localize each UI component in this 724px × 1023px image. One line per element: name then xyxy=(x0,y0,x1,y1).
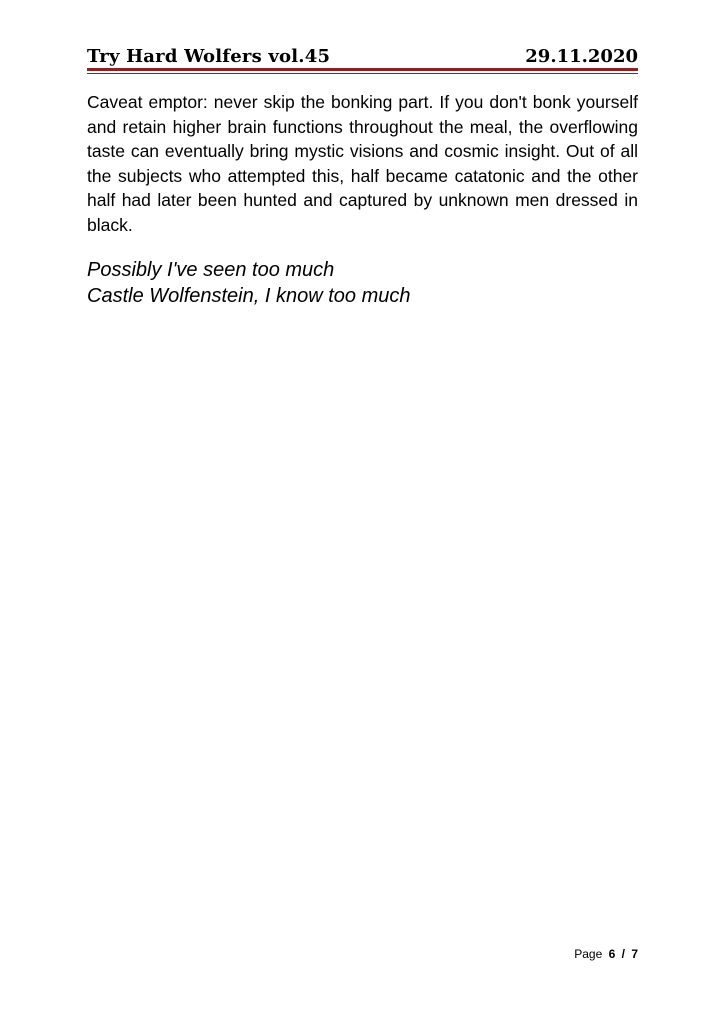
header-rule-thick xyxy=(87,68,638,71)
header-rule-thin xyxy=(87,73,638,74)
quote-block xyxy=(87,257,638,309)
document-date: 29.11.2020 xyxy=(525,46,638,67)
quote-line-2: Castle Wolfenstein, I know too much xyxy=(87,285,411,307)
page-footer xyxy=(574,947,638,961)
quote-line-1: Possibly I've seen too much xyxy=(87,259,335,281)
page-header xyxy=(87,40,638,70)
page-label: Page xyxy=(574,947,603,961)
total-page-count: 7 xyxy=(631,947,638,961)
current-page-number: 6 xyxy=(608,947,616,961)
document-title: Try Hard Wolfers vol.45 xyxy=(87,46,331,67)
body-paragraph: Caveat emptor: never skip the bonking part. If you don't bonk yourself and retain higher brain functions throughout the meal, the overflowing taste can eventually bring mystic visions and cosmic insight. Out of all the subjects who attempted this, half became catatonic and the other half had later been hunted and captured by unknown men dressed in black. xyxy=(87,92,638,235)
page-separator: / xyxy=(621,947,625,961)
